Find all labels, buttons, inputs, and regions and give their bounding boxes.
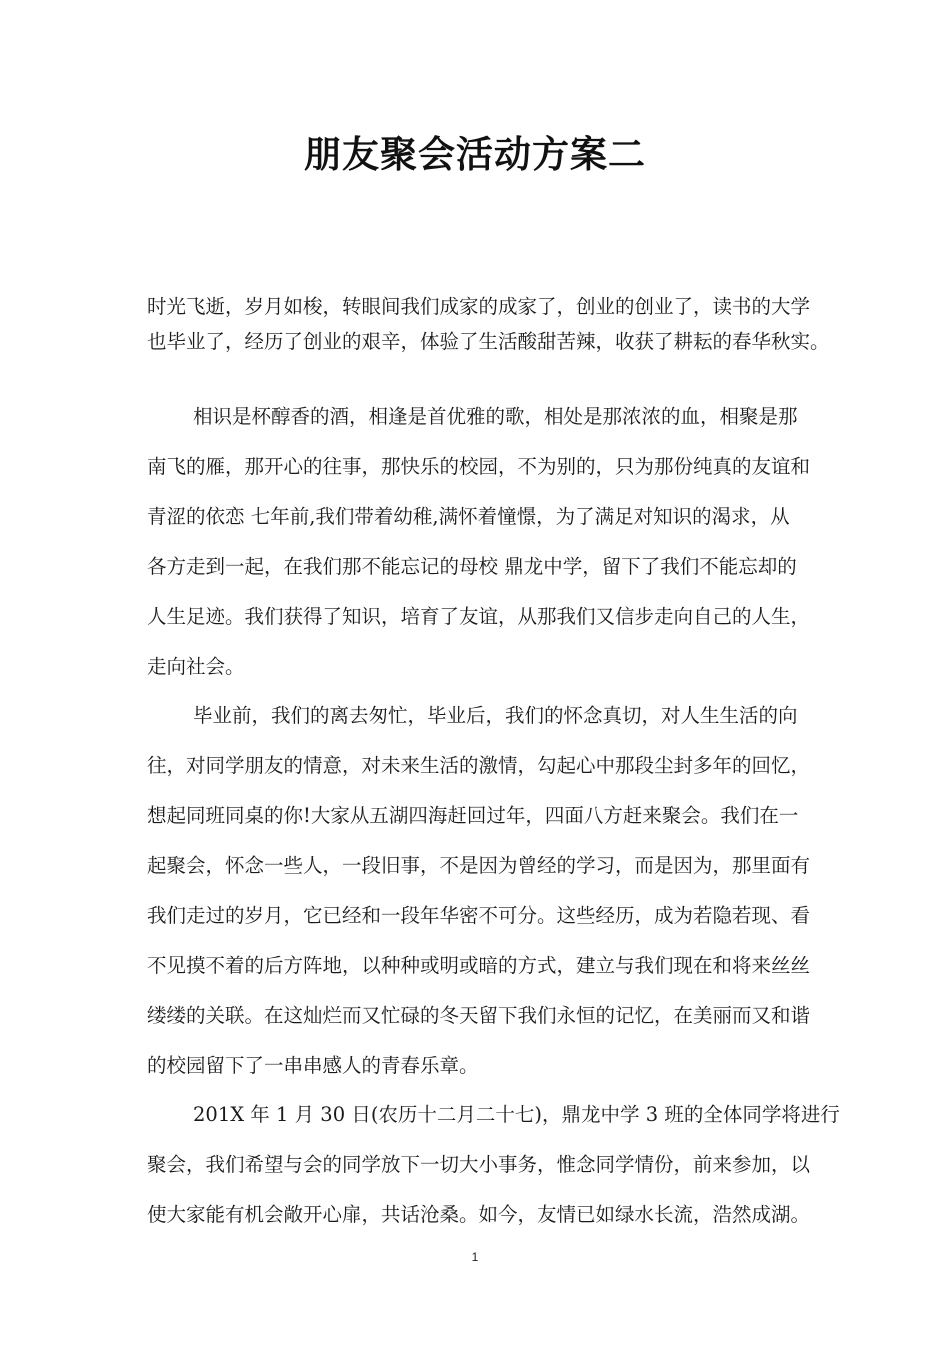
paragraph-line: 缕缕的关联。在这灿烂而又忙碌的冬天留下我们永恒的记忆，在美丽而又和谐	[147, 1004, 811, 1027]
paragraph-line: 往，对同学朋友的情意，对未来生活的激情，勾起心中那段尘封多年的回忆，	[147, 754, 811, 777]
paragraph-line: 我们走过的岁月，它已经和一段年华密不可分。这些经历，成为若隐若现、看	[147, 904, 811, 927]
paragraph-line: 想起同班同桌的你!大家从五湖四海赶回过年，四面八方赶来聚会。我们在一	[147, 804, 799, 827]
paragraph-line: 青涩的依恋 七年前,我们带着幼稚,满怀着憧憬，为了满足对知识的渴求，从	[147, 505, 790, 528]
paragraph-line: 走向社会。	[147, 655, 245, 678]
paragraph-line: 各方走到一起，在我们那不能忘记的母校 鼎龙中学，留下了我们不能忘却的	[147, 555, 797, 578]
paragraph-line: 的校园留下了一串串感人的青春乐章。	[147, 1054, 479, 1077]
page-number: 1	[471, 1250, 479, 1264]
page-title: 朋友聚会活动方案二	[304, 132, 646, 176]
paragraph-line: 起聚会，怀念一些人，一段旧事，不是因为曾经的学习，而是因为，那里面有	[147, 854, 811, 877]
paragraph-line: 也毕业了，经历了创业的艰辛，体验了生活酸甜苦辣，收获了耕耘的春华秋实。	[147, 330, 830, 353]
paragraph-line: 南飞的雁，那开心的往事，那快乐的校园，不为别的，只为那份纯真的友谊和	[147, 455, 811, 478]
paragraph-line: 201X 年 1 月 30 日(农历十二月二十七)，鼎龙中学 3 班的全体同学将进行	[193, 1103, 840, 1126]
paragraph-line: 使大家能有机会敞开心扉，共话沧桑。如今，友情已如绿水长流，浩然成湖。	[147, 1203, 811, 1226]
paragraph-line: 毕业前，我们的离去匆忙，毕业后，我们的怀念真切，对人生生活的向	[193, 704, 798, 727]
paragraph-line: 相识是杯醇香的酒，相逢是首优雅的歌，相处是那浓浓的血，相聚是那	[193, 405, 798, 428]
paragraph-line: 人生足迹。我们获得了知识，培育了友谊，从那我们又信步走向自己的人生，	[147, 605, 811, 628]
paragraph-line: 聚会，我们希望与会的同学放下一切大小事务，惟念同学情份，前来参加，以	[147, 1153, 811, 1176]
paragraph-line: 不见摸不着的后方阵地，以种种或明或暗的方式，建立与我们现在和将来丝丝	[147, 954, 811, 977]
paragraph-line: 时光飞逝，岁月如梭，转眼间我们成家的成家了，创业的创业了，读书的大学	[147, 295, 811, 318]
